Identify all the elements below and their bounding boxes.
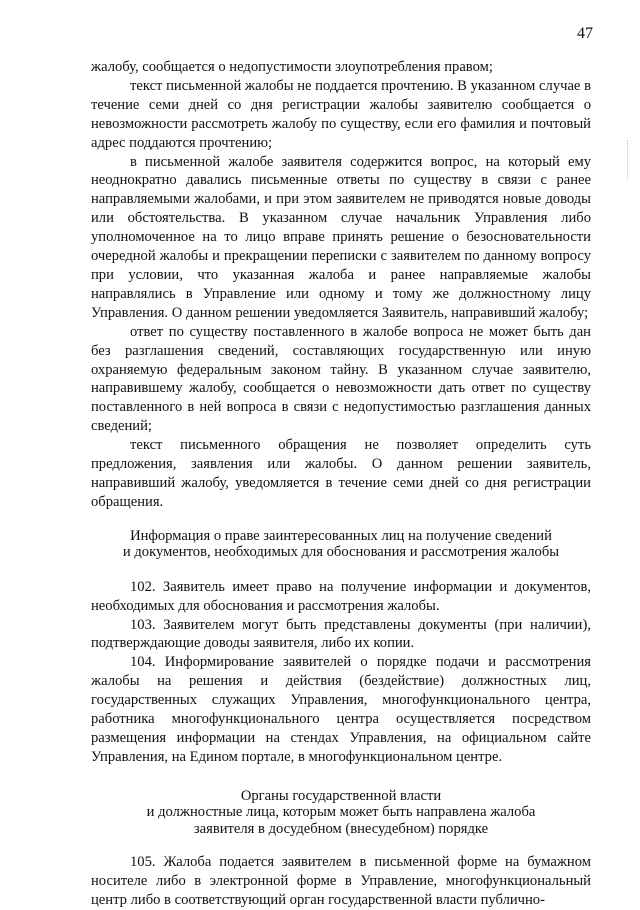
document-body: [91, 58, 591, 910]
section-heading: [91, 788, 591, 838]
paragraph-104: 104. Информирование заявителей о порядке подачи и рассмотрения жалобы на решения и действия (бездействие) должностных лиц, государственных служащих Управления, многофункционального центра, работника многофункционального центра осуществляется посредством размещения информации на стендах Управления, на официальном сайте Управления, на Едином портале, в многофункциональном центре.: [91, 654, 591, 765]
heading-line: Органы государственной власти: [240, 787, 442, 804]
heading-line: и документов, необходимых для обоснования и рассмотрения жалобы: [122, 544, 560, 561]
heading-line: и должностные лица, которым может быть направлена жалоба: [146, 804, 536, 821]
paragraph-102: 102. Заявитель имеет право на получение информации и документов, необходимых для обоснования и рассмотрения жалобы.: [91, 578, 591, 614]
paragraph: жалобу, сообщается о недопустимости злоупотребления правом;: [91, 59, 493, 75]
heading-line: заявителя в досудебном (внесудебном) порядке: [193, 820, 489, 837]
paragraph: текст письменного обращения не позволяет определить суть предложения, заявления или жалобы. О данном решении заявитель, направивший жалобу, уведомляется в течение семи дней со дня регистрации обращения.: [91, 437, 591, 510]
margin-scan-marks: [627, 140, 630, 180]
paragraph-105: 105. Жалоба подается заявителем в письменной форме на бумажном носителе либо в электронной форме в Управление, многофункциональный центр либо в соответствующий орган государственной власти публично-: [91, 854, 591, 909]
heading-line: Информация о праве заинтересованных лиц на получение сведений: [130, 527, 552, 544]
paragraph: в письменной жалобе заявителя содержится вопрос, на который ему неоднократно давались письменные ответы по существу в связи с ранее направляемыми жалобами, и при этом заявителем не приводятся новые доводы или обстоятельства. В указанном случае начальник Управления либо уполномоченное на то лицо вправе принять решение о безосновательности очередной жалобы и прекращении переписки с заявителем по данному вопросу при условии, что указанная жалоба и ранее направляемые жалобы направлялись в Управление или одному и тому же должностному лицу Управления. О данном решении уведомляется Заявитель, направивший жалобу;: [91, 153, 591, 321]
section-heading: [91, 528, 591, 561]
paragraph: ответ по существу поставленного в жалобе вопроса не может быть дан без разглашения сведений, составляющих государственную или иную охраняемую федеральным законом тайну. В указанном случае заявителю, направившему жалобу, сообщается о невозможности дать ответ по существу поставленного в ней вопроса в связи с недопустимостью разглашения данных сведений;: [91, 323, 591, 435]
paragraph-103: 103. Заявителем могут быть представлены документы (при наличии), подтверждающие доводы заявителя, либо их копии.: [91, 616, 591, 652]
page-number: 47: [577, 25, 593, 42]
paragraph: текст письменной жалобы не поддается прочтению. В указанном случае в течение семи дней со дня регистрации жалобы заявителю сообщается о невозможности рассмотреть жалобу по существу, если его фамилия и почтовый адрес поддаются прочтению;: [91, 77, 591, 151]
